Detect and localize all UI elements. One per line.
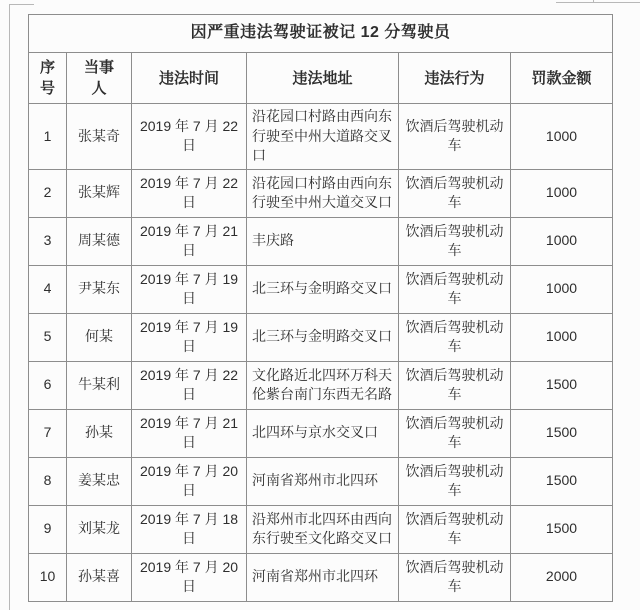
cell-behavior: 饮酒后驾驶机动车 <box>399 361 511 409</box>
cell-fine: 1500 <box>511 361 613 409</box>
cell-no: 8 <box>29 457 67 505</box>
crop-artifact-topright-line <box>556 2 640 3</box>
table-row <box>29 265 613 313</box>
cell-address: 北三环与金明路交叉口 <box>247 313 399 361</box>
table-title: 因严重违法驾驶证被记 12 分驾驶员 <box>29 15 613 53</box>
cell-name: 周某德 <box>67 217 132 265</box>
column-header-behavior: 违法行为 <box>399 53 511 104</box>
cell-fine: 2000 <box>511 553 613 601</box>
column-header-name-label: 当事人 <box>83 59 114 97</box>
cell-fine: 1000 <box>511 169 613 217</box>
table-row <box>29 169 613 217</box>
cell-no: 9 <box>29 505 67 553</box>
cell-name: 孙某喜 <box>67 553 132 601</box>
column-header-address: 违法地址 <box>247 53 399 104</box>
cell-name: 尹某东 <box>67 265 132 313</box>
column-header-name <box>67 53 132 104</box>
crop-artifact-topright-tick <box>593 0 594 3</box>
cell-name: 张某奇 <box>67 104 132 170</box>
cell-behavior: 饮酒后驾驶机动车 <box>399 505 511 553</box>
cell-name: 姜某忠 <box>67 457 132 505</box>
cell-time: 2019 年 7 月 19 日 <box>132 313 247 361</box>
cell-address: 河南省郑州市北四环 <box>247 457 399 505</box>
cell-behavior: 饮酒后驾驶机动车 <box>399 104 511 170</box>
cell-behavior: 饮酒后驾驶机动车 <box>399 265 511 313</box>
crop-artifact-topleft-line <box>9 4 34 5</box>
table-row <box>29 313 613 361</box>
table-row <box>29 104 613 170</box>
table-row <box>29 217 613 265</box>
column-header-no-label: 序号 <box>39 59 55 97</box>
cell-address: 北四环与京水交叉口 <box>247 409 399 457</box>
cell-address: 沿郑州市北四环由西向东行驶至文化路交叉口 <box>247 505 399 553</box>
table-row <box>29 553 613 601</box>
table-body <box>29 104 613 602</box>
cell-behavior: 饮酒后驾驶机动车 <box>399 409 511 457</box>
cell-behavior: 饮酒后驾驶机动车 <box>399 457 511 505</box>
cell-time: 2019 年 7 月 22 日 <box>132 169 247 217</box>
cell-behavior: 饮酒后驾驶机动车 <box>399 313 511 361</box>
table-row <box>29 505 613 553</box>
table-row <box>29 457 613 505</box>
cell-fine: 1000 <box>511 104 613 170</box>
cell-behavior: 饮酒后驾驶机动车 <box>399 553 511 601</box>
cell-time: 2019 年 7 月 22 日 <box>132 104 247 170</box>
cell-name: 牛某利 <box>67 361 132 409</box>
cell-fine: 1000 <box>511 265 613 313</box>
cell-no: 1 <box>29 104 67 170</box>
cell-no: 7 <box>29 409 67 457</box>
cell-no: 5 <box>29 313 67 361</box>
cell-no: 6 <box>29 361 67 409</box>
table-title-row <box>29 15 613 53</box>
column-header-fine: 罚款金额 <box>511 53 613 104</box>
cell-no: 4 <box>29 265 67 313</box>
cell-name: 张某辉 <box>67 169 132 217</box>
cell-address: 沿花园口村路由西向东行驶至中州大道交叉口 <box>247 169 399 217</box>
cell-time: 2019 年 7 月 19 日 <box>132 265 247 313</box>
cell-fine: 1500 <box>511 409 613 457</box>
cell-time: 2019 年 7 月 22 日 <box>132 361 247 409</box>
cell-address: 文化路近北四环万科天伦紫台南门东西无名路 <box>247 361 399 409</box>
cell-time: 2019 年 7 月 20 日 <box>132 457 247 505</box>
table-header-row <box>29 53 613 104</box>
cell-name: 何某 <box>67 313 132 361</box>
column-header-no <box>29 53 67 104</box>
cell-time: 2019 年 7 月 21 日 <box>132 409 247 457</box>
cell-no: 3 <box>29 217 67 265</box>
cell-name: 孙某 <box>67 409 132 457</box>
cell-address: 丰庆路 <box>247 217 399 265</box>
cell-address: 沿花园口村路由西向东行驶至中州大道路交叉口 <box>247 104 399 170</box>
violations-table <box>28 14 613 602</box>
cell-time: 2019 年 7 月 18 日 <box>132 505 247 553</box>
cell-fine: 1500 <box>511 457 613 505</box>
table-row <box>29 409 613 457</box>
cell-fine: 1000 <box>511 217 613 265</box>
cell-fine: 1500 <box>511 505 613 553</box>
cell-no: 2 <box>29 169 67 217</box>
cell-address: 北三环与金明路交叉口 <box>247 265 399 313</box>
cell-time: 2019 年 7 月 20 日 <box>132 553 247 601</box>
cell-behavior: 饮酒后驾驶机动车 <box>399 169 511 217</box>
cell-name: 刘某龙 <box>67 505 132 553</box>
crop-artifact-left-line <box>9 4 10 610</box>
table-row <box>29 361 613 409</box>
cell-fine: 1000 <box>511 313 613 361</box>
cell-behavior: 饮酒后驾驶机动车 <box>399 217 511 265</box>
column-header-time: 违法时间 <box>132 53 247 104</box>
cell-address: 河南省郑州市北四环 <box>247 553 399 601</box>
cell-time: 2019 年 7 月 21 日 <box>132 217 247 265</box>
cell-no: 10 <box>29 553 67 601</box>
